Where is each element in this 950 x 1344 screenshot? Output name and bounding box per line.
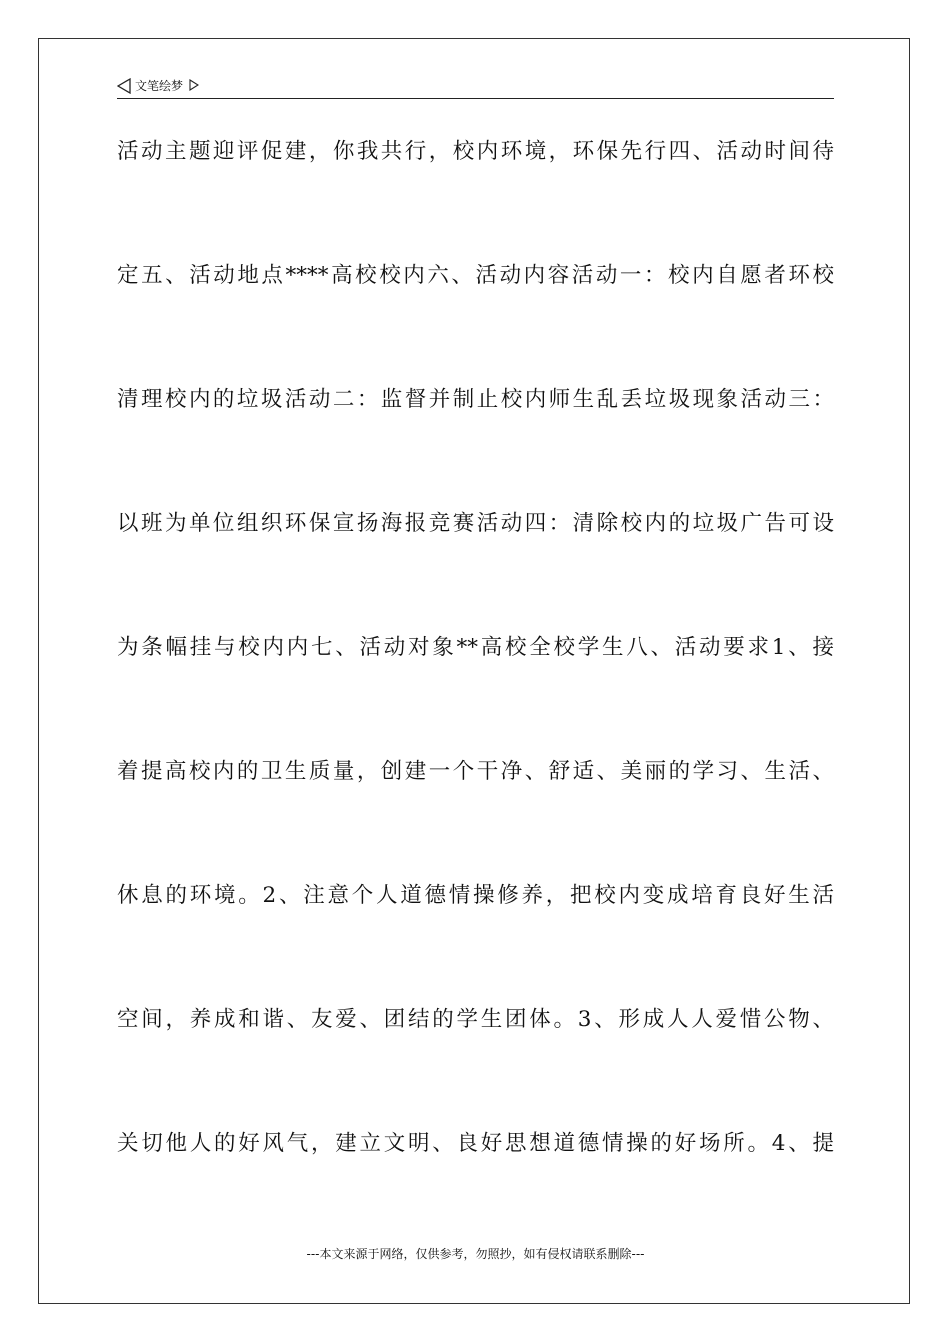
- right-triangle-icon: [189, 77, 199, 89]
- text-line: 为条幅挂与校内内七、活动对象**高校全校学生八、活动要求1、接: [117, 635, 834, 660]
- left-triangle-icon: [117, 78, 131, 94]
- text-line: 以班为单位组织环保宣扬海报竞赛活动四：清除校内的垃圾广告可设: [117, 511, 834, 536]
- text-line: 清理校内的垃圾活动二：监督并制止校内师生乱丢垃圾现象活动三：: [117, 387, 834, 412]
- header-title: 文笔绘梦: [135, 79, 184, 93]
- text-line: 活动主题迎评促建，你我共行，校内环境，环保先行四、活动时间待: [117, 139, 834, 164]
- page-header: [117, 74, 834, 99]
- page-footer: ---本文来源于网络，仅供参考，勿照抄，如有侵权请联系删除---: [306, 1247, 645, 1261]
- document-body: [117, 126, 834, 1242]
- text-line: 关切他人的好风气，建立文明、良好思想道德情操的好场所。4、提: [117, 1131, 834, 1156]
- text-line: 休息的环境。2、注意个人道德情操修养，把校内变成培育良好生活: [117, 883, 834, 908]
- text-line: 空间，养成和谐、友爱、团结的学生团体。3、形成人人爱惜公物、: [117, 1007, 834, 1032]
- text-line: 着提高校内的卫生质量，创建一个干净、舒适、美丽的学习、生活、: [117, 759, 834, 784]
- text-line: 定五、活动地点****高校校内六、活动内容活动一：校内自愿者环校: [117, 263, 834, 288]
